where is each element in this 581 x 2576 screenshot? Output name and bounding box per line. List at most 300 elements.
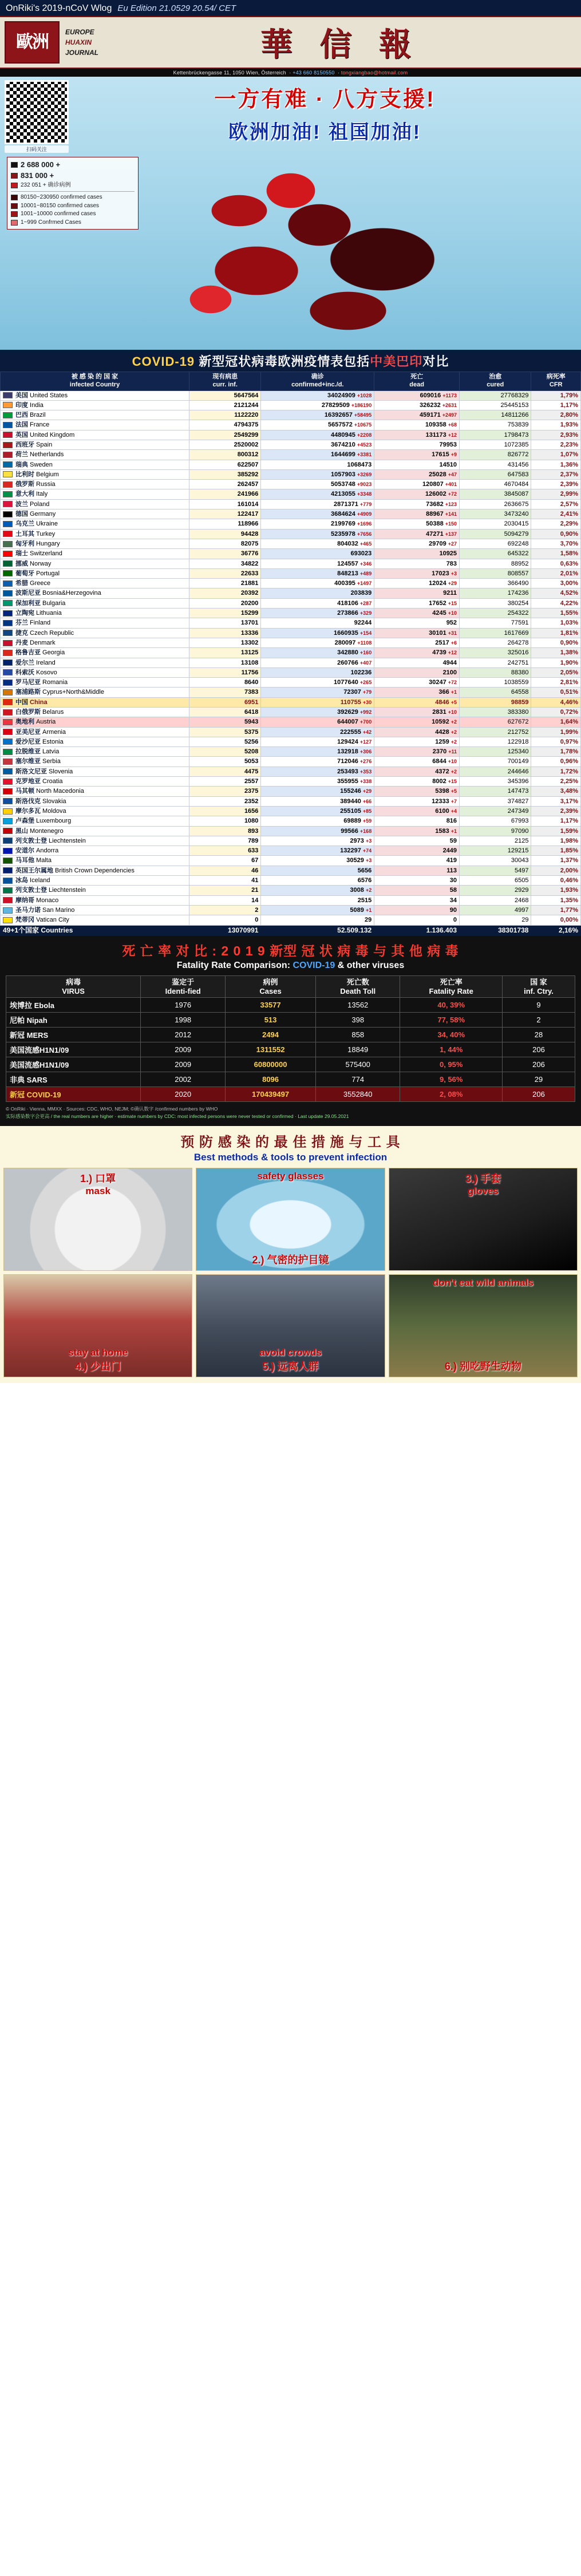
cell-cfr: 1,98% [531,836,581,846]
country-flag-icon [3,897,13,903]
cell-confirmed: 3684624 +4909 [261,509,374,519]
fat-cell-deaths: 3552840 [316,1087,400,1102]
confirmed-increment: +992 [359,709,372,715]
fatality-table [6,975,575,1102]
prevention-title-cn: 预 防 感 染 的 最 佳 措 施 与 工 具 [180,1134,401,1150]
cell-country [1,480,189,489]
fatality-row [6,998,575,1013]
country-name: 法国 France [15,421,50,429]
cell-cured: 826772 [460,450,531,460]
cell-cured: 1072385 [460,440,531,449]
confirmed-increment: +58495 [354,412,372,418]
fat-th-rate-en: Fatality Rate [429,986,473,995]
legend-item-label: 1001~10000 confirmed cases [21,211,96,218]
country-flag-icon [3,442,13,448]
band-cn-2: 对比 [422,354,449,369]
cell-cured: 67993 [460,816,531,826]
legend-deaths-value: 831 000 + [21,171,54,180]
table-row[interactable] [1,697,581,707]
cell-cured: 753839 [460,420,531,430]
country-flag-icon [3,709,13,716]
table-row[interactable] [1,420,581,430]
cell-current-infected: 1122220 [189,410,261,420]
fat-th-ident-cn: 鉴定于 [172,978,195,987]
country-flag-icon [3,788,13,795]
cell-cured: 242751 [460,658,531,667]
dead-increment: +47 [448,471,457,477]
total-label: 49+1个国家 Countries [1,925,189,936]
cell-dead: 34 [374,895,460,905]
cell-current-infected: 893 [189,826,261,836]
fatality-body [6,998,575,1102]
table-row[interactable] [1,767,581,776]
country-flag-icon [3,887,13,894]
legend-item-label: 80150~230950 confirmed cases [21,194,102,201]
country-name: 中国 China [15,698,48,706]
fat-cell-rate: 77, 58% [400,1013,503,1028]
cell-country [1,787,189,796]
fat-cell-virus: 尼帕 Nipah [6,1013,141,1028]
cell-country [1,609,189,618]
confirmed-increment: +1696 [357,521,372,527]
cell-confirmed: 1068473 [261,460,374,469]
cell-country [1,598,189,608]
country-flag-icon [3,768,13,775]
th-cfr-en: CFR [549,381,563,388]
prevention-item-stayhome [3,1274,192,1377]
table-row[interactable] [1,915,581,925]
country-name: 意大利 Italy [15,491,48,498]
confirmed-increment: +29 [362,788,372,795]
table-row[interactable] [1,727,581,737]
table-row[interactable] [1,708,581,717]
country-flag-icon [3,402,13,408]
country-name: 芬兰 Finland [15,619,51,627]
confirmed-increment: +9023 [357,481,372,488]
cell-dead: 5398 +5 [374,787,460,796]
cell-current-infected: 122417 [189,509,261,519]
confirmed-increment: +306 [359,749,372,755]
table-row[interactable] [1,688,581,697]
fat-th-cases [226,976,316,998]
cell-cured: 30043 [460,856,531,866]
country-name: 俄罗斯 Russia [15,481,56,488]
cell-cfr: 2,99% [531,489,581,499]
fat-th-deaths-cn: 死亡数 [346,978,369,987]
cell-current-infected: 7383 [189,688,261,697]
cell-cured: 122918 [460,737,531,746]
prevention-en: safety glasses [257,1170,324,1182]
table-row[interactable] [1,747,581,757]
cell-dead: 783 [374,559,460,568]
table-row[interactable] [1,579,581,588]
cell-cured: 125340 [460,747,531,757]
cell-confirmed: 389440 +66 [261,796,374,806]
cell-current-infected: 1080 [189,816,261,826]
table-row[interactable] [1,638,581,647]
dead-increment: +2 [450,729,457,735]
prevention-cn: 别吃野生动物 [459,1360,521,1372]
cell-cfr: 2,41% [531,509,581,519]
fat-cell-cases: 1311552 [226,1042,316,1057]
cell-cfr: 2,39% [531,806,581,816]
cell-country [1,806,189,816]
table-row[interactable] [1,717,581,727]
country-name: 奥地利 Austria [15,718,56,726]
table-row[interactable] [1,509,581,519]
cell-dead: 29709 +27 [374,539,460,548]
fatality-title-cn: 死 亡 率 对 比 : 2 0 1 9 新型 冠 状 病 毒 与 其 他 病 毒 [122,943,459,959]
table-row[interactable] [1,469,581,479]
cell-confirmed: 5657572 +10675 [261,420,374,430]
cell-dead: 816 [374,816,460,826]
table-row[interactable] [1,806,581,816]
cell-confirmed: 155246 +29 [261,787,374,796]
country-name: 黑山 Montenegro [15,827,64,835]
cell-country [1,400,189,410]
table-row[interactable] [1,658,581,667]
cell-current-infected: 13701 [189,618,261,628]
cell-cfr: 3,00% [531,579,581,588]
country-flag-icon [3,541,13,547]
table-row[interactable] [1,460,581,469]
cell-country [1,876,189,886]
table-row[interactable] [1,598,581,608]
prevention-title-en: Best methods & tools to prevent infection [193,1151,388,1163]
fat-cell-countries: 28 [503,1028,575,1042]
table-row[interactable] [1,529,581,539]
country-flag-icon [3,531,13,537]
cell-dead: 2517 +6 [374,638,460,647]
fat-cell-year: 1976 [141,998,226,1013]
table-row[interactable] [1,430,581,440]
cell-cfr: 1,79% [531,390,581,400]
country-flag-icon [3,392,13,398]
th-country-cn: 被 感 染 的 国 家 [71,373,118,380]
table-row[interactable] [1,628,581,638]
contact-address: Kettenbrückengasse 11, 1050 Wien, Österreich [173,70,286,76]
table-row[interactable] [1,609,581,618]
country-flag-icon [3,610,13,617]
country-flag-icon [3,669,13,675]
country-flag-icon [3,650,13,656]
cell-cured: 129215 [460,846,531,856]
table-row[interactable] [1,400,581,410]
cell-cured: 147473 [460,787,531,796]
cell-cfr: 0,63% [531,559,581,568]
cell-current-infected: 13108 [189,658,261,667]
cell-country [1,658,189,667]
cell-country [1,667,189,677]
table-row[interactable] [1,905,581,915]
cell-dead: 366 +1 [374,688,460,697]
cell-country [1,856,189,866]
table-row[interactable] [1,816,581,826]
slogan-line-2: 欧洲加油! 祖国加油! [228,121,422,143]
fat-cell-countries: 9 [503,998,575,1013]
confirmed-increment: +7656 [357,531,372,537]
cell-dead: 25028 +47 [374,469,460,479]
table-row[interactable] [1,539,581,548]
country-flag-icon [3,491,13,497]
cell-cured: 627672 [460,717,531,727]
cell-dead: 1583 +1 [374,826,460,836]
cell-cured: 1038559 [460,678,531,688]
legend-cases-value: 2 688 000 + [21,160,61,169]
fat-cell-cases: 33577 [226,998,316,1013]
fat-cell-virus: 新冠 MERS [6,1028,141,1042]
cell-dead: 2100 [374,667,460,677]
cell-dead: 2370 +11 [374,747,460,757]
cell-current-infected: 2 [189,905,261,915]
table-row[interactable] [1,876,581,886]
masthead-word-europe: EUROPE [65,28,94,36]
cell-current-infected: 118966 [189,519,261,529]
qr-code[interactable] [5,80,69,144]
confirmed-increment: +79 [362,689,372,696]
cell-country [1,440,189,449]
masthead-title-cn: 華 信 報 [260,26,421,62]
cell-country [1,390,189,400]
cell-confirmed: 253493 +353 [261,767,374,776]
country-flag-icon [3,481,13,488]
cell-dead: 0 [374,915,460,925]
table-row[interactable] [1,826,581,836]
dead-increment: +3 [450,570,457,576]
cell-country [1,826,189,836]
country-flag-icon [3,432,13,438]
cell-country [1,628,189,638]
cell-dead: 30 [374,876,460,886]
cell-country [1,618,189,628]
qr-caption: 扫码关注 [5,145,69,153]
cell-current-infected: 11756 [189,667,261,677]
cell-country [1,727,189,737]
edition-label: Eu Edition 21.0529 20.54/ CET [117,3,236,13]
cell-cfr: 1,36% [531,460,581,469]
table-row[interactable] [1,866,581,875]
cell-confirmed: 132918 +306 [261,747,374,757]
cell-dead: 109358 +68 [374,420,460,430]
cell-cfr: 1,35% [531,895,581,905]
cell-country [1,568,189,578]
table-row[interactable] [1,737,581,746]
table-row[interactable] [1,846,581,856]
fatality-row [6,1042,575,1057]
table-row[interactable] [1,667,581,677]
cell-cfr: 4,46% [531,697,581,707]
cell-dead: 59 [374,836,460,846]
table-row[interactable] [1,648,581,658]
dead-increment: +150 [445,521,457,527]
hero-slogan [73,80,576,153]
cell-cfr: 2,05% [531,667,581,677]
cell-dead: 10592 +2 [374,717,460,727]
cell-dead: 4428 +2 [374,727,460,737]
fat-th-ctry-en: inf. Ctry. [524,986,554,995]
cell-dead: 17615 +9 [374,450,460,460]
table-row[interactable] [1,390,581,400]
table-row[interactable] [1,856,581,866]
table-row[interactable] [1,489,581,499]
cell-cured: 700149 [460,757,531,767]
country-flag-icon [3,630,13,636]
cell-cured: 325016 [460,648,531,658]
table-row[interactable] [1,588,581,598]
table-row[interactable] [1,787,581,796]
country-flag-icon [3,738,13,745]
cell-cfr: 1,07% [531,450,581,460]
country-flag-icon [3,521,13,527]
prevention-num: 2.) [252,1254,264,1266]
table-row[interactable] [1,440,581,449]
table-row[interactable] [1,895,581,905]
fatality-note-1: © OnRiki · Vienna, MMXX · Sources: CDC, WHO, NEJM; ©确认数字 /confirmed numbers by WHO [6,1106,218,1112]
cell-dead: 12024 +29 [374,579,460,588]
fat-th-ident [141,976,226,998]
table-section-title [0,350,581,372]
prevention-grid [3,1168,578,1377]
confirmed-increment: +329 [359,610,372,617]
prevention-caption-en [196,1171,384,1182]
table-row[interactable] [1,618,581,628]
country-name: 英国 United Kingdom [15,431,75,438]
cell-current-infected: 241966 [189,489,261,499]
table-row[interactable] [1,480,581,489]
table-row[interactable] [1,836,581,846]
confirmed-increment: +74 [362,848,372,854]
cell-current-infected: 633 [189,846,261,856]
cell-confirmed: 222555 +42 [261,727,374,737]
cell-cured: 254322 [460,609,531,618]
cell-confirmed: 392629 +992 [261,708,374,717]
masthead-word-huaxin: HUAXIN [65,38,92,46]
cell-country [1,895,189,905]
fat-cell-countries: 206 [503,1087,575,1102]
dead-increment: +31 [448,630,457,636]
cell-confirmed: 5235978 +7656 [261,529,374,539]
table-row[interactable] [1,549,581,559]
prevention-caption-en [389,1277,577,1289]
fat-th-virus-cn: 病毒 [66,978,81,987]
cell-current-infected: 0 [189,915,261,925]
country-flag-icon [3,917,13,923]
dead-increment: +1 [450,689,457,696]
confirmed-increment: +276 [359,758,372,765]
table-row[interactable] [1,777,581,787]
fat-cell-countries: 2 [503,1013,575,1028]
cell-country [1,559,189,568]
table-row[interactable] [1,886,581,895]
cell-confirmed: 102236 [261,667,374,677]
fatality-notes [6,1105,575,1120]
cell-confirmed: 110755 +30 [261,697,374,707]
cell-dead: 8002 +15 [374,777,460,787]
table-row[interactable] [1,678,581,688]
cell-confirmed: 5089 +1 [261,905,374,915]
cell-confirmed: 30529 +3 [261,856,374,866]
cell-current-infected: 34822 [189,559,261,568]
cell-cfr: 0,96% [531,757,581,767]
cell-confirmed: 260766 +407 [261,658,374,667]
dead-increment: +12 [448,432,457,438]
table-row[interactable] [1,519,581,529]
country-flag-icon [3,907,13,914]
country-name: 瑞士 Switzerland [15,550,62,558]
cell-cfr: 2,37% [531,469,581,479]
total-current: 13070991 [189,925,261,936]
cell-cured: 264278 [460,638,531,647]
cell-cured: 174236 [460,588,531,598]
masthead [0,16,581,69]
table-row[interactable] [1,796,581,806]
cell-current-infected: 2352 [189,796,261,806]
fat-th-rate-cn: 死亡率 [440,978,463,987]
cell-cured: 212752 [460,727,531,737]
cell-dead: 17023 +3 [374,568,460,578]
fat-cell-rate: 0, 95% [400,1057,503,1072]
fat-cell-cases: 170439497 [226,1087,316,1102]
country-flag-icon [3,848,13,854]
prevention-item-avoidcrowds [196,1274,385,1377]
country-name: 冰岛 Iceland [15,877,50,884]
cell-cured: 29 [460,915,531,925]
confirmed-increment: +154 [359,630,372,636]
table-total-row [1,925,581,936]
cell-country [1,539,189,548]
confirmed-increment: +287 [359,600,372,606]
band-cn-1: 新型冠状病毒欧洲疫情表包括 [199,354,370,369]
cell-dead: 952 [374,618,460,628]
cell-dead: 4739 +12 [374,648,460,658]
table-row[interactable] [1,499,581,509]
fat-th-deaths [316,976,400,998]
cell-dead: 4245 +10 [374,609,460,618]
prevention-caption [4,1347,192,1373]
th-current-cn: 现有病患 [212,373,238,380]
dead-increment: +10 [448,709,457,715]
cell-confirmed: 16392657 +58495 [261,410,374,420]
cell-current-infected: 15299 [189,609,261,618]
cell-current-infected: 46 [189,866,261,875]
prevention-en: stay at home [68,1346,128,1358]
cell-confirmed: 69889 +59 [261,816,374,826]
cell-current-infected: 4794375 [189,420,261,430]
country-name: 摩尔多瓦 Moldova [15,807,66,815]
cell-confirmed: 273866 +329 [261,609,374,618]
cell-current-infected: 36776 [189,549,261,559]
table-row[interactable] [1,410,581,420]
confirmed-increment: +353 [359,768,372,775]
table-row[interactable] [1,568,581,578]
table-row[interactable] [1,559,581,568]
cell-dead: 9211 [374,588,460,598]
cell-dead: 6100 +4 [374,806,460,816]
confirmed-increment: +4523 [357,441,372,448]
table-row[interactable] [1,757,581,767]
fat-cell-deaths: 398 [316,1013,400,1028]
cell-confirmed: 5656 [261,866,374,875]
table-row[interactable] [1,450,581,460]
cell-dead: 126002 +72 [374,489,460,499]
fatality-title-en-pre: Fatality Rate Comparison: [176,961,291,971]
fat-cell-virus: 美国流感H1N1/09 [6,1042,141,1057]
th-country [1,372,189,391]
cell-cfr: 1,72% [531,767,581,776]
cell-cfr: 1,03% [531,618,581,628]
cell-cured: 5497 [460,866,531,875]
prevention-en: avoid crowds [259,1346,322,1358]
